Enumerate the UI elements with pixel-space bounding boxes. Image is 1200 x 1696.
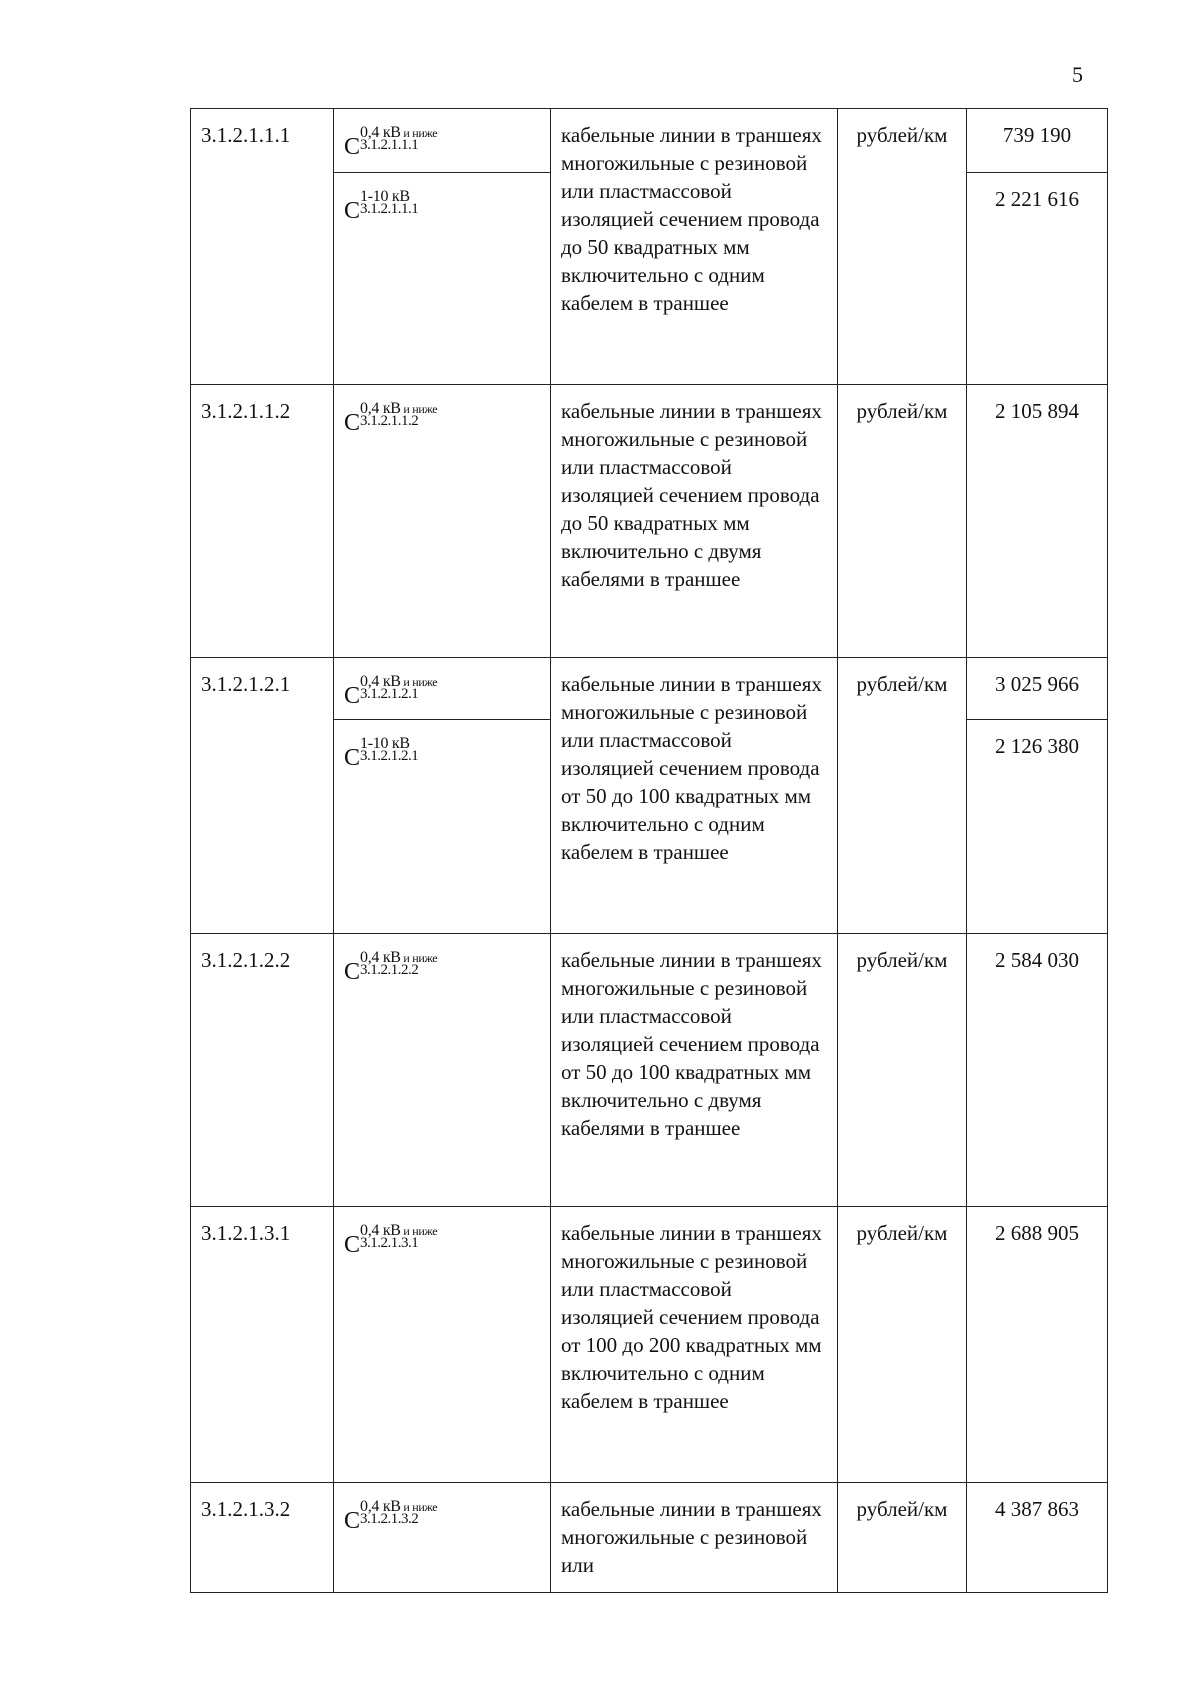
- row-code: 3.1.2.1.2.1: [191, 658, 334, 934]
- symbol-subscript: 3.1.2.1.2.2: [360, 962, 419, 978]
- symbol-subscript: 3.1.2.1.1.1: [360, 137, 419, 153]
- cost-symbol: [344, 401, 437, 435]
- row-description: кабельные линии в траншеях многожильные с резиновой или: [551, 1483, 838, 1593]
- cost-symbol: [344, 950, 437, 984]
- row-value: 4 387 863: [967, 1483, 1108, 1593]
- symbol-superscript: 0,4 кВ и ниже: [360, 1222, 438, 1239]
- symbol-letter: C: [344, 134, 361, 160]
- row-code: 3.1.2.1.1.2: [191, 385, 334, 658]
- symbol-superscript: 0,4 кВ и ниже: [360, 949, 438, 966]
- row-unit: рублей/км: [838, 658, 967, 934]
- symbol-subscript: 3.1.2.1.3.1: [360, 1235, 419, 1251]
- tariff-table: [190, 108, 1108, 1593]
- symbol-superscript: 1-10 кВ: [360, 735, 410, 752]
- symbol-letter: C: [344, 198, 361, 224]
- page-number: 5: [1072, 62, 1083, 87]
- symbol-superscript: 1-10 кВ: [360, 188, 410, 205]
- cost-symbol: [344, 189, 418, 223]
- table-row: [191, 385, 1108, 658]
- symbol-subscript: 3.1.2.1.2.1: [360, 748, 419, 764]
- symbol-letter: C: [344, 683, 361, 709]
- cost-symbol: [344, 1499, 437, 1533]
- tariff-table-body: [191, 109, 1108, 1593]
- row-value: 2 688 905: [967, 1207, 1108, 1483]
- row-code: 3.1.2.1.1.1: [191, 109, 334, 385]
- table-row: [191, 1483, 1108, 1593]
- row-unit: рублей/км: [838, 385, 967, 658]
- row-unit: рублей/км: [838, 934, 967, 1207]
- symbol-subscript: 3.1.2.1.3.2: [360, 1511, 419, 1527]
- row-symbol-cell: [334, 109, 551, 173]
- row-value: 739 190: [967, 109, 1108, 173]
- row-value: 3 025 966: [967, 658, 1108, 720]
- symbol-letter: C: [344, 1508, 361, 1534]
- cost-symbol: [344, 736, 418, 770]
- symbol-letter: C: [344, 1232, 361, 1258]
- row-symbol-cell: [334, 934, 551, 1207]
- cost-symbol: [344, 674, 437, 708]
- symbol-superscript: 0,4 кВ и ниже: [360, 1498, 438, 1515]
- row-description: кабельные линии в траншеях многожильные с резиновой или пластмассовой изоляцией сечением провода до 50 квадратных мм включительно с двумя кабелями в траншее: [551, 385, 838, 658]
- symbol-superscript: 0,4 кВ и ниже: [360, 400, 438, 417]
- row-value: 2 221 616: [967, 173, 1108, 385]
- symbol-letter: C: [344, 745, 361, 771]
- table-row: [191, 1207, 1108, 1483]
- row-symbol-cell: [334, 173, 551, 385]
- row-value: 2 126 380: [967, 720, 1108, 934]
- row-code: 3.1.2.1.3.2: [191, 1483, 334, 1593]
- row-symbol-cell: [334, 720, 551, 934]
- symbol-letter: C: [344, 410, 361, 436]
- symbol-subscript: 3.1.2.1.1.2: [360, 413, 419, 429]
- cost-symbol: [344, 125, 437, 159]
- cost-symbol: [344, 1223, 437, 1257]
- row-description: кабельные линии в траншеях многожильные с резиновой или пластмассовой изоляцией сечением провода от 50 до 100 квадратных мм включительно с одним кабелем в траншее: [551, 658, 838, 934]
- row-unit: рублей/км: [838, 109, 967, 385]
- row-symbol-cell: [334, 385, 551, 658]
- row-value: 2 105 894: [967, 385, 1108, 658]
- row-code: 3.1.2.1.3.1: [191, 1207, 334, 1483]
- symbol-subscript: 3.1.2.1.2.1: [360, 686, 419, 702]
- symbol-superscript: 0,4 кВ и ниже: [360, 673, 438, 690]
- row-value: 2 584 030: [967, 934, 1108, 1207]
- row-code: 3.1.2.1.2.2: [191, 934, 334, 1207]
- row-unit: рублей/км: [838, 1483, 967, 1593]
- row-description: кабельные линии в траншеях многожильные с резиновой или пластмассовой изоляцией сечением провода от 100 до 200 квадратных мм включительно с одним кабелем в траншее: [551, 1207, 838, 1483]
- symbol-letter: C: [344, 959, 361, 985]
- table-row: [191, 934, 1108, 1207]
- symbol-subscript: 3.1.2.1.1.1: [360, 201, 419, 217]
- row-description: кабельные линии в траншеях многожильные с резиновой или пластмассовой изоляцией сечением провода до 50 квадратных мм включительно с одним кабелем в траншее: [551, 109, 838, 385]
- table-row: [191, 109, 1108, 173]
- row-description: кабельные линии в траншеях многожильные с резиновой или пластмассовой изоляцией сечением провода от 50 до 100 квадратных мм включительно с двумя кабелями в траншее: [551, 934, 838, 1207]
- row-symbol-cell: [334, 1207, 551, 1483]
- row-unit: рублей/км: [838, 1207, 967, 1483]
- symbol-superscript: 0,4 кВ и ниже: [360, 124, 438, 141]
- table-row: [191, 658, 1108, 720]
- row-symbol-cell: [334, 658, 551, 720]
- row-symbol-cell: [334, 1483, 551, 1593]
